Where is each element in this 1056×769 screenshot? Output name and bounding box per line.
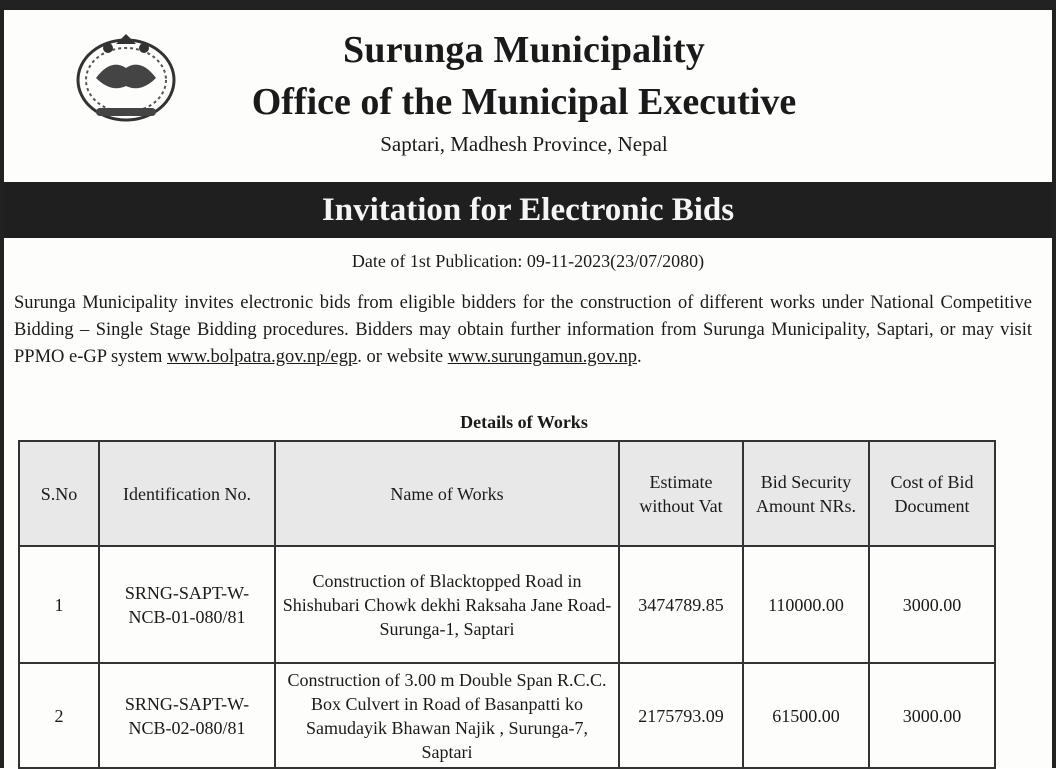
row-name-of-works: Construction of 3.00 m Double Span R.C.C. Box Culvert in Road of Basanpatti ko Samudayik Bhawan Najik , Surunga-7, Saptari [275,663,619,768]
col-name-of-works: Name of Works [275,441,619,546]
nepal-government-emblem-icon [66,28,186,128]
row-cost-of-bid-document: 3000.00 [869,663,995,768]
table-row [19,663,995,768]
col-cost-of-bid-document: Cost of Bid Document [869,441,995,546]
table-row [19,546,995,663]
col-bid-security: Bid Security Amount NRs. [743,441,869,546]
website-link[interactable]: www.surungamun.gov.np [447,347,637,367]
row-name-of-works: Construction of Blacktopped Road in Shishubari Chowk dekhi Raksaha Jane Road-Surunga-1, Saptari [275,546,619,663]
notice-title-banner [4,182,1052,238]
intro-text: Surunga Municipality invites electronic bids from eligible bidders for the construction of different works under National Competitive Bidding – Single Stage Bidding procedures. Bidders may obtain further information from Surunga Municipality, Saptari, or may visit PPMO e-GP system [14,293,1032,367]
office-name: Office of the Municipal Executive [251,81,797,123]
organization-name: Surunga Municipality [343,29,705,71]
egp-link[interactable]: www.bolpatra.gov.np/egp [167,347,358,367]
row-bid-security: 110000.00 [743,546,869,663]
row-bid-security: 61500.00 [743,663,869,768]
works-table [18,440,996,769]
row-cost-of-bid-document: 3000.00 [869,546,995,663]
publication-date: Date of 1st Publication: 09-11-2023(23/07/2080) [351,251,705,271]
intro-end: . [636,347,642,367]
row-identification: SRNG-SAPT-W-NCB-01-080/81 [99,546,275,663]
row-estimate: 3474789.85 [619,546,743,663]
office-address: Saptari, Madhesh Province, Nepal [380,132,668,156]
col-sno: S.No [19,441,99,546]
notice-title: Invitation for Electronic Bids [321,191,735,228]
col-identification: Identification No. [99,441,275,546]
row-identification: SRNG-SAPT-W-NCB-02-080/81 [99,663,275,768]
intro-paragraph [14,290,1032,371]
table-header-row [19,441,995,546]
intro-mid: . or website [357,347,448,367]
details-heading: Details of Works [460,412,588,432]
row-estimate: 2175793.09 [619,663,743,768]
col-estimate: Estimate without Vat [619,441,743,546]
row-sno: 2 [19,663,99,768]
row-sno: 1 [19,546,99,663]
